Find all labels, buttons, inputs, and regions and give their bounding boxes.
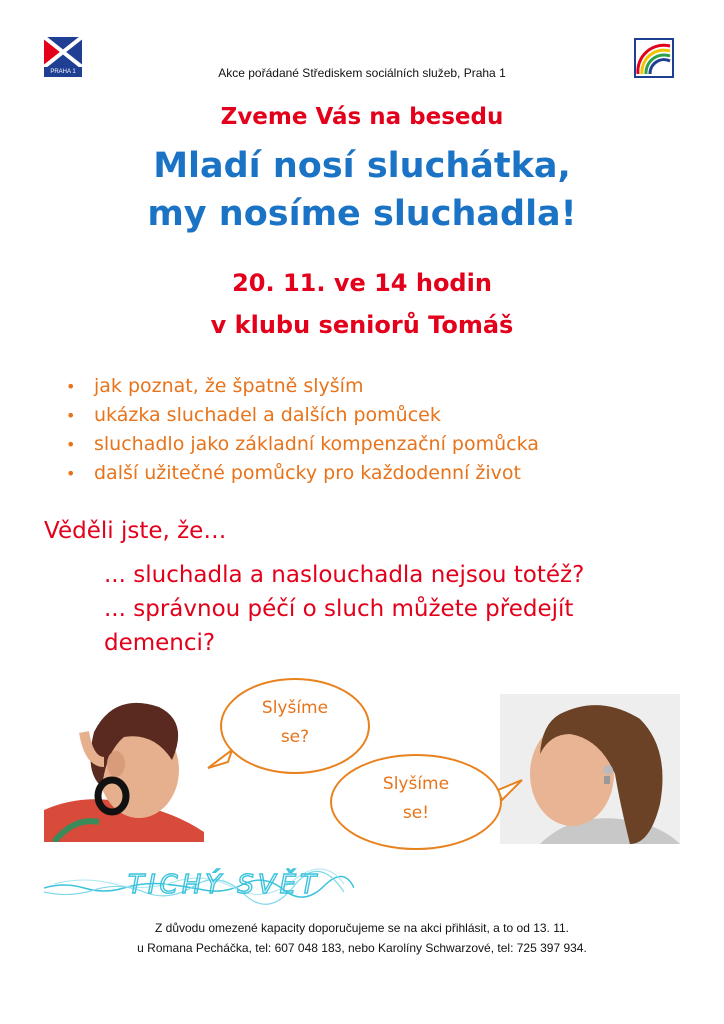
list-item: • jak poznat, že špatně slyším [64, 372, 539, 401]
footer-registration-info [0, 918, 724, 958]
footer-line-1: Z důvodu omezené kapacity doporučujeme se na akci přihlásit, a to od 13. 11. [154, 921, 570, 935]
list-item: • další užitečné pomůcky pro každodenní život [64, 459, 539, 488]
praha1-logo-text: PRAHA 1 [50, 69, 76, 75]
topics-list [64, 372, 539, 488]
bubble-text-line-2: se! [402, 803, 430, 823]
young-woman-photo [44, 692, 204, 842]
bullet-icon: • [66, 406, 76, 425]
older-woman-photo [500, 694, 680, 844]
bubble-text-line-1: Slyšíme [382, 774, 450, 794]
fact-2: ... správnou péčí o sluch můžete předejít demenci? [104, 596, 574, 656]
tichy-svet-text: TICHÝ SVĚT [127, 870, 320, 900]
speech-bubble-answer [330, 754, 510, 864]
bubble-text-line-2: se? [280, 727, 310, 747]
fact-1: ... sluchadla a naslouchadla nejsou totéž? [104, 562, 585, 588]
invite-heading: Zveme Vás na besedu [220, 104, 504, 130]
bubble-body [330, 754, 502, 850]
event-date-time: 20. 11. ve 14 hodin [232, 269, 492, 297]
page-title [0, 142, 724, 238]
bullet-icon: • [66, 377, 76, 396]
title-line-2: my nosíme sluchadla! [147, 194, 577, 234]
list-item: • sluchadlo jako základní kompenzační pomůcka [64, 430, 539, 459]
event-info [0, 262, 724, 346]
did-you-know-heading: Věděli jste, že… [44, 518, 227, 544]
list-item: • ukázka sluchadel a dalších pomůcek [64, 401, 539, 430]
footer-line-2: u Romana Pecháčka, tel: 607 048 183, nebo Karolíny Schwarzové, tel: 725 397 934. [137, 941, 587, 955]
did-you-know-facts [104, 558, 664, 660]
bubble-text-line-1: Slyšíme [261, 698, 329, 718]
title-line-1: Mladí nosí sluchátka, [153, 146, 571, 186]
tichy-svet-logo [44, 862, 354, 908]
organizer-text: Akce pořádané Střediskem sociálních služeb, Praha 1 [218, 66, 506, 80]
event-place: v klubu seniorů Tomáš [210, 311, 514, 339]
bullet-icon: • [66, 464, 76, 483]
bullet-icon: • [66, 435, 76, 454]
